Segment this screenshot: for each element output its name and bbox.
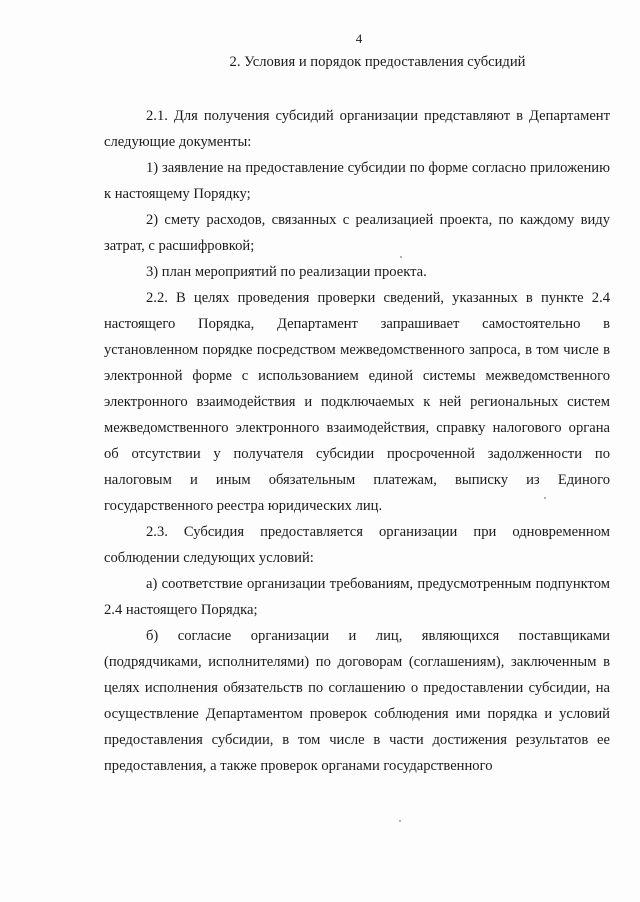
paragraph-2-2: 2.2. В целях проведения проверки сведений, указанных в пункте 2.4 настоящего Порядка, Департамент запрашивает самостоятельно в установленном порядке посредством межведомственного запроса, в том числе в электронной форме с использованием единой системы межведомственного электронного взаимодействия и подключаемых к ней региональных систем межведомственного электронного взаимодействия, справку налогового органа об отсутствии у получателя субсидии просроченной задолженности по налоговым и иным обязательным платежам, выписку из Единого государственного реестра юридических лиц. [104,290,610,514]
paragraph-item-a: а) соответствие организации требованиям, предусмотренным подпунктом 2.4 настоящего Порядка; [104,576,610,618]
page-number: 4 [355,31,363,46]
document-body [104,103,610,779]
paragraph-2-1: 2.1. Для получения субсидий организации представляют в Департамент следующие документы: [104,108,610,150]
scan-speck [544,497,546,499]
section-title: 2. Условия и порядок предоставления субсидий [229,54,526,70]
paragraph-item-2: 2) смету расходов, связанных с реализацией проекта, по каждому виду затрат, с расшифровкой; [104,212,610,254]
paragraph-item-1: 1) заявление на предоставление субсидии по форме согласно приложению к настоящему Порядку; [104,160,610,202]
scan-speck [399,820,401,822]
paragraph-item-3: 3) план мероприятий по реализации проекта. [146,264,427,280]
paragraph-2-3: 2.3. Субсидия предоставляется организации при одновременном соблюдении следующих условий: [104,524,610,566]
paragraph-item-b: б) согласие организации и лиц, являющихся поставщиками (подрядчиками, исполнителями) по договорам (соглашениям), заключенным в целях исполнения обязательств по соглашению о предоставлении субсидии, на осуществление Департаментом проверок соблюдения ими порядка и условий предоставления субсидии, в том числе в части достижения результатов ее предоставления, а также проверок органами государственного [104,628,610,774]
scan-speck [400,256,402,258]
